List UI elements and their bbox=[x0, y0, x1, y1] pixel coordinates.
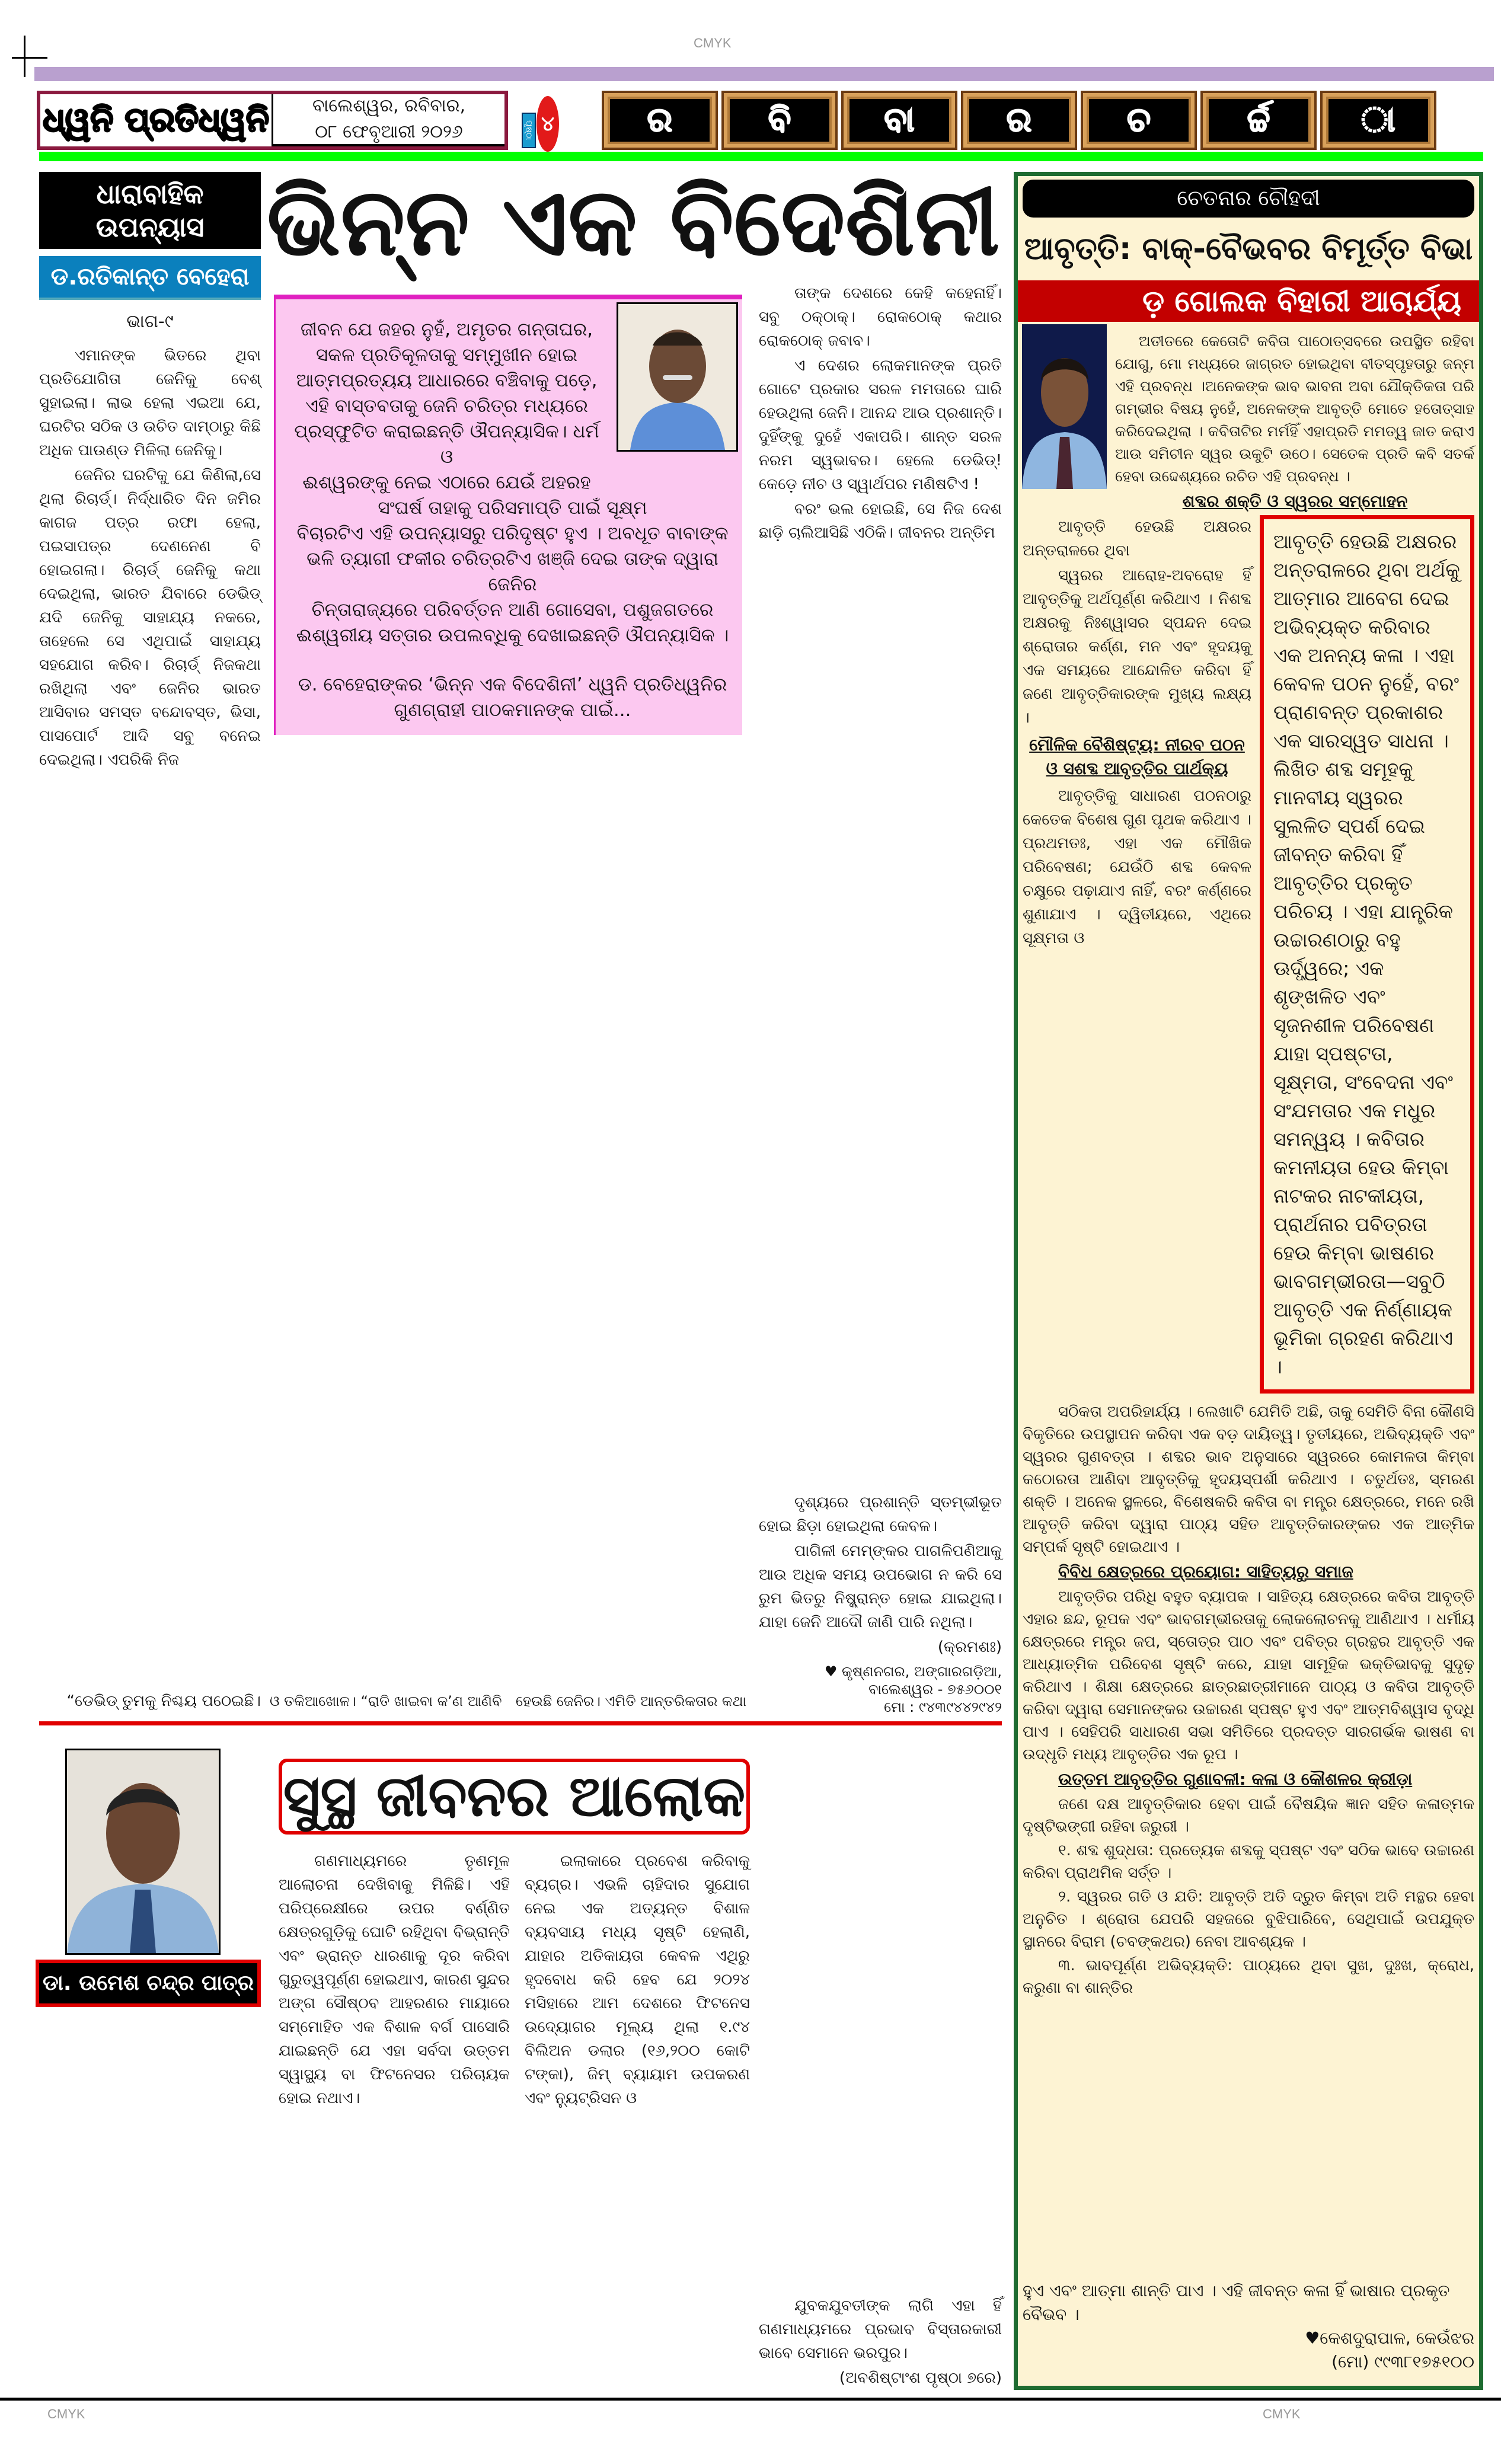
paragraph: ଆବୃତ୍ତିକୁ ସାଧାରଣ ପଠନଠାରୁ କେତେକ ବିଶେଷ ଗୁଣ ପୃଥକ କରିଥାଏ । ପ୍ରଥମତଃ, ଏହା ଏକ ମୌଖିକ ପରିବେଷଣ; ଯେଉଁଠି ଶବ୍ଦ କେବଳ ଚକ୍ଷୁରେ ପଢ଼ାଯାଏ ନାହିଁ, ବରଂ କର୍ଣ୍ଣରେ ଶୁଣାଯାଏ । ଦ୍ୱିତୀୟରେ, ଏଥିରେ ସୂକ୍ଷ୍ମତା ଓ bbox=[1023, 787, 1251, 947]
newspaper-logo: ଧ୍ୱନି ପ୍ରତିଧ୍ୱନି bbox=[43, 101, 269, 139]
novel-part: ଭାଗ-୯ bbox=[126, 311, 174, 332]
paragraph: ଇଲାକାରେ ପ୍ରବେଶ କରିବାକୁ ବ୍ୟଗ୍ର। ଏଭଳି ଚାହିଦାର ସୁଯୋଗ ନେଇ ଏକ ଅତ୍ୟନ୍ତ ବିଶାଳ ବ୍ୟବସାୟ ମଧ୍ୟ ସୃଷ୍ଟି ହେଲାଣି, ଯାହାର ଅତିକାୟତା କେବଳ ଏଥିରୁ ହୃଦବୋଧ କରି ହେବ ଯେ ୨୦୨୪ ମସିହାରେ ଆମ ଦେଶରେ ଫିଟନେସ ଉଦ୍ୟୋଗର ମୂଲ୍ୟ ଥିଲା ୧.୯୪ ବିଲିଅନ ଡଲାର (୧୬,୨୦୦ କୋଟି ଟଙ୍କା), ଜିମ୍ ବ୍ୟାୟାମ ଉପକରଣ ଏବଂ ନ୍ୟୁଟ୍ରିସନ ଓ bbox=[525, 1852, 750, 2107]
pull-quote: ଆବୃତ୍ତି ହେଉଛି ଅକ୍ଷରର ଅନ୍ତରାଳରେ ଥିବା ଅର୍ଥକୁ ଆତ୍ମାର ଆବେଗ ଦେଇ ଅଭିବ୍ୟକ୍ତ କରିବାର ଏକ ଅନନ୍ୟ କଳା । ଏହା କେବଳ ପଠନ ନୁହେଁ, ବରଂ ପ୍ରାଣବନ୍ତ ପ୍ରକାଶର ଏକ ସାରସ୍ୱତ ସାଧନା । ଲିଖିତ ଶବ୍ଦ ସମୂହକୁ ମାନବୀୟ ସ୍ୱରର ସୁଲଳିତ ସ୍ପର୍ଶ ଦେଇ ଜୀବନ୍ତ କରିବା ହିଁ ଆବୃତ୍ତିର ପ୍ରକୃତ ପରିଚୟ । ଏହା ଯାନ୍ତ୍ରିକ ଉଚ୍ଚାରଣଠାରୁ ବହୁ ଊର୍ଦ୍ଧ୍ୱରେ; ଏକ ଶୃଙ୍ଖଳିତ ଏବଂ ସୃଜନଶୀଳ ପରିବେଷଣ ଯାହା ସ୍ପଷ୍ଟତା, ସୂକ୍ଷ୍ମତା, ସଂବେଦନା ଏବଂ ସଂଯମତାର ଏକ ମଧୁର ସମନ୍ୱୟ । କବିତାର କମନୀୟତା ହେଉ କିମ୍ବା ନାଟକର ନାଟକୀୟତା, ପ୍ରାର୍ଥନାର ପବିତ୍ରତା ହେଉ କିମ୍ବା ଭାଷଣର ଭାବଗମ୍ଭୀରତା—ସବୁଠି ଆବୃତ୍ତି ଏକ ନିର୍ଣ୍ଣାୟକ ଭୂମିକା ଗ୍ରହଣ କରିଥାଏ । bbox=[1260, 515, 1474, 1394]
paragraph: ୩. ଭାବପୂର୍ଣ୍ଣ ଅଭିବ୍ୟକ୍ତି: ପାଠ୍ୟରେ ଥିବା ସୁଖ, ଦୁଃଖ, କ୍ରୋଧ, କରୁଣା ବା ଶାନ୍ତିର bbox=[1023, 1957, 1474, 1997]
novel-address bbox=[759, 1663, 1002, 1716]
novel-column-4-end bbox=[759, 1491, 1002, 1716]
paragraph: ଦୃଶ୍ୟରେ ପ୍ରଶାନ୍ତି ସ୍ତମ୍ଭୀଭୂତ ହୋଇ ଛିଡ଼ା ହୋଇଥିଲା କେବଳ। bbox=[759, 1494, 1002, 1535]
health-column-c-end bbox=[759, 2294, 1002, 2390]
recitation-article-frame bbox=[1014, 172, 1483, 2390]
tile-letter: ବି bbox=[730, 99, 829, 142]
recitation-quote-section bbox=[1023, 515, 1474, 1401]
novel-author: ଡ.ରତିକାନ୍ତ ବେହେରା bbox=[39, 256, 261, 300]
series-label-line: ଉପନ୍ୟାସ bbox=[95, 211, 205, 243]
subheading: ବିବିଧ କ୍ଷେତ୍ରରେ ପ୍ରୟୋଗ: ସାହିତ୍ୟରୁ ସମାଜ bbox=[1058, 1562, 1353, 1581]
recitation-title: ଆବୃତ୍ତି: ବାକ୍-ବୈଭବର ବିମୂର୍ତ୍ତ ବିଭା bbox=[1024, 231, 1473, 267]
paragraph: ୧. ଶବ୍ଦ ଶୁଦ୍ଧତା: ପ୍ରତ୍ୟେକ ଶବ୍ଦକୁ ସ୍ପଷ୍ଟ ଏବଂ ସଠିକ ଭାବେ ଉଚ୍ଚାରଣ କରିବା ପ୍ରାଥମିକ ସର୍ତ୍ତ । bbox=[1023, 1842, 1474, 1882]
section-tile bbox=[721, 91, 838, 150]
blurb-line: ଚିନ୍ତାରାଜ୍ୟରେ ପରିବର୍ତ୍ତନ ଆଣି ଗୋସେବା, ପଶୁଜଗତରେ bbox=[311, 599, 714, 621]
health-column-b bbox=[525, 1849, 750, 2111]
novel-column-3-tail: ହେଉଛି ଜେନିର। ଏମିତି ଆନ୍ତରିକତାର କଥା bbox=[516, 1693, 747, 1709]
text-block bbox=[288, 672, 737, 723]
paragraph: ତାଙ୍କ ଦେଶରେ କେହି କହେନାହିଁ। ସବୁ ଠକ୍‌ଠାକ୍। ରୋକଠୋକ୍ କଥାର ରୋକଠୋକ୍ ଜବାବ। bbox=[759, 285, 1002, 350]
address-line: କୃଷ୍ଣନଗର, ଅଙ୍ଗାରଗଡ଼ିଆ, bbox=[842, 1663, 1002, 1680]
text-block bbox=[759, 2294, 1002, 2365]
blurb-line: ବିଚାରଟିଏ ଏହି ଉପନ୍ୟାସରୁ ପରିଦୃଷ୍ଟ ହୁଏ । ଅବଧୂତ ବାବାଙ୍କ bbox=[296, 523, 729, 544]
continued-note: (କ୍ରମଶଃ) bbox=[937, 1638, 1002, 1656]
paragraph: ଯୁବକଯୁବତୀଙ୍କ ଲାଗି ଏହା ହିଁ ଗଣମାଧ୍ୟମରେ ପ୍ରଭାବ ବିସ୍ତାରକାରୀ ଭାବେ ସେମାନେ ଭରପୁର। bbox=[759, 2297, 1002, 2362]
print-mark-bottom-left: CMYK bbox=[47, 2407, 85, 2421]
crop-mark bbox=[24, 36, 25, 77]
section-tile bbox=[961, 91, 1077, 150]
section-title-tiles bbox=[602, 91, 1436, 150]
print-mark-top: CMYK bbox=[694, 36, 732, 50]
section-tile bbox=[841, 91, 957, 150]
paragraph: ଜେନିର ଘରଟିକୁ ଯେ କିଣିଲା,ସେ ଥିଲା ରିଚାର୍ଡ୍। ନିର୍ଦ୍ଧାରିତ ଦିନ ଜମିର କାଗଜ ପତ୍ର ରଫା ହେଲା, ପଇସାପତ୍ର ଦେଣନେଣ ବି ହୋଇଗଲା। ରିଚାର୍ଡ୍ ଜେନିକୁ କଥା ଦେଇଥିଲା, ଭାରତ ଯିବାରେ ଡେଭିଡ୍ ଯଦି ଜେନିକୁ ସାହାଯ୍ୟ ନକରେ, ତାହେଲେ ସେ ଏଥିପାଇଁ ସାହାଯ୍ୟ ସହଯୋଗ କରିବ। ରିଚାର୍ଡ୍ ନିଜକଥା ରଖିଥିଲା ଏବଂ ଜେନିର ଭାରତ ଆସିବାର ସମସ୍ତ ବନ୍ଦୋବସ୍ତ, ଭିସା, ପାସପୋର୍ଟ ଆଦି ସବୁ ବନେଇ ଦେଇଥିଲା। ଏପରିକି ନିଜ bbox=[39, 466, 261, 769]
paragraph: ପାଗିଳୀ ମେମ୍‌ଙ୍କର ପାଗଳିପଣିଆକୁ ଆଉ ଅଧିକ ସମୟ ଉପଭୋଗ ନ କରି ସେ ରୁମ ଭିତରୁ ନିଷ୍କ୍ରାନ୍ତ ହୋଇ ଯାଇଥିଲା। ଯାହା ଜେନି ଆଦୌ ଜାଣି ପାରି ନଥିଲା। bbox=[759, 1542, 1002, 1631]
subheading: ଉତ୍ତମ ଆବୃତ୍ତିର ଗୁଣାବଳୀ: କଳା ଓ କୌଶଳର କ୍ରୀଡ଼ା bbox=[1058, 1769, 1413, 1789]
address: କେଶଦୁରାପାଳ, କେଉଁଝର bbox=[1320, 2328, 1474, 2348]
blurb-line: ଈଶ୍ୱରଙ୍କୁ ନେଇ ଏଠାରେ ଯେଉଁ ଅହରହ bbox=[302, 472, 591, 493]
address-line: ବାଲେଶ୍ୱର - ୭୫୬୦୦୧ bbox=[868, 1681, 1002, 1698]
text-block bbox=[1023, 1586, 1474, 1766]
paragraph: ଆବୃତ୍ତି ହେଉଛି ଅକ୍ଷରର ଅନ୍ତରାଳରେ ଥିବା bbox=[1023, 518, 1251, 560]
paragraph: ଏମାନଙ୍କ ଭିତରେ ଥିବା ପ୍ରତିଯୋଗିତା ଜେନିକୁ ବେଶ୍ ସୁହାଇଲା। ଲାଭ ହେଲା ଏଇଆ ଯେ, ଘରଟିର ସଠିକ ଓ ଉଚିତ ଦାମ୍‌ଠାରୁ କିଛି ଅଧିକ ପାଉଣ୍ଡ ମିଳିଲା ଜେନିକୁ। bbox=[39, 347, 261, 459]
section-divider bbox=[39, 1721, 1002, 1725]
recitation-author: ଡ଼ ଗୋଲକ ବିହାରୀ ଆଚାର୍ଯ୍ୟ bbox=[1018, 280, 1479, 322]
person-photo-icon bbox=[67, 1750, 219, 1953]
author-photo bbox=[617, 302, 738, 452]
column-kicker: ଚେତନାର ଚୌହଦୀ bbox=[1023, 180, 1474, 218]
health-author-photo bbox=[65, 1749, 221, 1955]
tile-letter: ା bbox=[1328, 99, 1428, 142]
blurb-line: ଭଳି ତ୍ୟାଗୀ ଫକୀର ଚରିତ୍ରଟିଏ ଖଞ୍ଜି ଦେଇ ତାଙ୍କ ଦ୍ୱାରା ଜେନିର bbox=[306, 548, 718, 595]
page-bottom-rule bbox=[0, 2398, 1501, 2401]
tile-letter: ଚ bbox=[1089, 99, 1189, 142]
health-column-a bbox=[279, 1849, 510, 2111]
series-label bbox=[39, 172, 261, 249]
tile-letter: ର୍ଚ୍ଚ bbox=[1209, 99, 1308, 142]
heart-icon: ♥ bbox=[1305, 2328, 1320, 2348]
section-tile bbox=[1320, 91, 1436, 150]
blurb-line: ସକଳ ପ୍ରତିକୂଳତାକୁ ସମ୍ମୁଖୀନ ହୋଇ bbox=[315, 344, 578, 366]
paragraph: ଗଣମାଧ୍ୟମରେ ତୃଣମୂଳ ଆଲୋଚନା ଦେଖିବାକୁ ମିଳିଛି। ଏହି ପରିପ୍ରେକ୍ଷୀରେ ଉପର ବର୍ଣ୍ଣିତ କ୍ଷେତ୍ରଗୁଡ଼ିକୁ ଘୋଟି ରହିଥିବା ବିଭ୍ରାନ୍ତି ଏବଂ ଭ୍ରାନ୍ତ ଧାରଣାକୁ ଦୂର କରିବା ଗୁରୁତ୍ୱପୂର୍ଣ୍ଣ ହୋଇଥାଏ, କାରଣ ସୁନ୍ଦର ଅଙ୍ଗ ସୌଷ୍ଠବ ଆହରଣର ମାୟାରେ ସମ୍ମୋହିତ ଏକ ବିଶାଳ ବର୍ଗ ପାସୋରି ଯାଇଛନ୍ତି ଯେ ଏହା ସର୍ବଦା ଉତ୍ତମ ସ୍ୱାସ୍ଥ୍ୟ ବା ଫିଟନେସର ପରିଚାୟକ ହୋଇ ନଥାଏ। bbox=[279, 1852, 510, 2107]
place-day: ବାଲେଶ୍ୱର, ରବିବାର, bbox=[312, 95, 465, 116]
recitation-intro-block bbox=[1023, 324, 1474, 515]
text-block bbox=[1023, 1401, 1474, 1558]
tile-letter: ର bbox=[610, 99, 710, 142]
blurb-line: ପ୍ରସ୍ଫୁଟିତ କରାଇଛନ୍ତି ଔପନ୍ୟାସିକ। ଧର୍ମ ଓ bbox=[294, 421, 599, 468]
paragraph: ୨. ସ୍ୱରର ଗତି ଓ ଯତି: ଆବୃତ୍ତି ଅତି ଦ୍ରୁତ କିମ୍ବା ଅତି ମନ୍ଥର ହେବା ଅନୁଚିତ । ଶ୍ରୋତା ଯେପରି ସହଜରେ ବୁଝିପାରିବେ, ସେଥିପାଇଁ ଉପଯୁକ୍ତ ସ୍ଥାନରେ ବିରାମ (ଚବଙ୍କଥର) ନେବା ଆବଶ୍ୟକ । bbox=[1023, 1888, 1474, 1951]
section-tile bbox=[1081, 91, 1197, 150]
header-divider bbox=[39, 152, 1483, 161]
phone: (ମୋ) ୯୯୩୮୧୭୫୧୦୦ bbox=[1331, 2352, 1474, 2372]
person-photo-icon bbox=[618, 304, 736, 450]
blurb-line: ଜୀବନ ଯେ ଜହର ନୁହଁ, ଅମୃତର ଗନ୍ତାଘର, bbox=[300, 319, 593, 340]
novel-column-4 bbox=[759, 282, 1002, 546]
novel-column-1 bbox=[39, 344, 261, 773]
print-mark-bottom-right: CMYK bbox=[1263, 2407, 1301, 2421]
text-block bbox=[1023, 1793, 1474, 1999]
blurb-line: ଈଶ୍ୱରୀୟ ସତ୍ତାର ଉପଲବ୍ଧିକୁ ଦେଖାଇଛନ୍ତି ଔପନ୍ୟାସିକ । bbox=[296, 625, 729, 646]
heart-icon: ♥ bbox=[824, 1663, 838, 1680]
person-photo-icon bbox=[1022, 324, 1107, 489]
series-label-line: ଧାରାବାହିକ bbox=[96, 178, 204, 210]
paragraph: ସ୍ୱରର ଆରୋହ-ଅବରୋହ ହିଁ ଆବୃତ୍ତିକୁ ଅର୍ଥପୂର୍ଣ୍ଣ କରିଥାଏ । ନିଶବ୍ଦ ଅକ୍ଷରକୁ ନିଃଶ୍ୱାସର ସ୍ପନ୍ଦନ ଦେଇ ଶ୍ରୋତାର କର୍ଣ୍ଣ, ମନ ଏବଂ ହୃଦୟକୁ ଏକ ସମୟରେ ଆନ୍ଦୋଳିତ କରିବା ହିଁ ଜଣେ ଆବୃତ୍ତିକାରଙ୍କ ମୁଖ୍ୟ ଲକ୍ଷ୍ୟ । bbox=[1023, 567, 1251, 727]
paragraph: ବରଂ ଭଲ ହୋଇଛି, ସେ ନିଜ ଦେଶ ଛାଡ଼ି ଚାଲିଆସିଛି ଏଠିକି। ଜୀବନର ଅନ୍ତିମ bbox=[759, 500, 1002, 542]
paragraph: ଆବୃତ୍ତିର ପରିଧି ବହୁତ ବ୍ୟାପକ । ସାହିତ୍ୟ କ୍ଷେତ୍ରରେ କବିତା ଆବୃତ୍ତି ଏହାର ଛନ୍ଦ, ରୂପକ ଏବଂ ଭାବଗମ୍ଭୀରତାକୁ ଲୋକଲୋଚନକୁ ଆଣିଥାଏ । ଧର୍ମୀୟ କ୍ଷେତ୍ରରେ ମନ୍ତ୍ର ଜପ, ସ୍ତୋତ୍ର ପାଠ ଏବଂ ପବିତ୍ର ଗ୍ରନ୍ଥର ଆବୃତ୍ତି ଏକ ଆଧ୍ୟାତ୍ମିକ ପରିବେଶ ସୃଷ୍ଟି କରେ, ଯାହା ସାମୂହିକ ଭକ୍ତିଭାବକୁ ସୁଦୃଢ଼ କରିଥାଏ । ଶିକ୍ଷା କ୍ଷେତ୍ରରେ ଛାତ୍ରଛାତ୍ରୀମାନେ ପାଠ୍ୟ ଓ କବିତା ଆବୃତ୍ତି କରିବା ଦ୍ୱାରା ସେମାନଙ୍କର ଉଚ୍ଚାରଣ ସ୍ପଷ୍ଟ ହୁଏ ଏବଂ ଆତ୍ମବିଶ୍ୱାସ ବୃଦ୍ଧି ପାଏ । ସେହିପରି ସାଧାରଣ ସଭା ସମିତିରେ ପ୍ରଦତ୍ତ ସାରଗର୍ଭକ ଭାଷଣ ବା ଉଦ୍ଧୃତି ମଧ୍ୟ ଆବୃତ୍ତିର ଏକ ରୂପ । bbox=[1023, 1588, 1475, 1763]
crop-mark bbox=[12, 57, 47, 59]
closing-line: ହୁଏ ଏବଂ ଆତ୍ମା ଶାନ୍ତି ପାଏ । ଏହି ଜୀବନ୍ତ କଳା ହିଁ ଭାଷାର ପ୍ରକୃତ ବୈଭବ । bbox=[1023, 2281, 1450, 2324]
text-block bbox=[759, 1491, 1002, 1634]
blurb-line: ଆତ୍ମପ୍ରତ୍ୟୟ ଆଧାରରେ ବଞ୍ଚିବାକୁ ପଡ଼େ, bbox=[296, 370, 598, 391]
health-author: ଡା. ଉମେଶ ଚନ୍ଦ୍ର ପାତ୍ର bbox=[36, 1960, 261, 2007]
page-number: ୪ bbox=[536, 96, 559, 152]
paragraph: ଜଣେ ଦକ୍ଷ ଆବୃତ୍ତିକାର ହେବା ପାଇଁ ବୈଷୟିକ ଜ୍ଞାନ ସହିତ କଳାତ୍ମକ ଦୃଷ୍ଟିଭଙ୍ଗୀ ରହିବା ଜରୁରୀ । bbox=[1023, 1795, 1474, 1836]
novel-title: ଭିନ୍ନ ଏକ ବିଦେଶିନୀ bbox=[267, 168, 1000, 277]
recitation-author-photo bbox=[1022, 324, 1107, 489]
recitation-signoff bbox=[1023, 2279, 1474, 2374]
paragraph: ଏ ଦେଶର ଲୋକମାନଙ୍କ ପ୍ରତି ଗୋଟେ ପ୍ରକାର ସରଳ ମମତାରେ ଘାରି ହେଉଥିଲା ଜେନି। ଆନନ୍ଦ ଆଉ ପ୍ରଶାନ୍ତି। ଦୁହିଁଙ୍କୁ ଦୁହେଁ ଏକାପରି। ଶାନ୍ତ ସରଳ ନରମ ସ୍ୱଭାବର। ହେଲେ ଡେଭିଡ୍! କେଡ଼େ ନୀଚ ଓ ସ୍ୱାର୍ଥପର ମଣିଷଟିଏ ! bbox=[759, 357, 1002, 493]
continued-note: (ଅବଶିଷ୍ଟାଂଶ ପୃଷ୍ଠା ୭ରେ) bbox=[839, 2369, 1002, 2387]
masthead bbox=[37, 91, 508, 150]
tile-letter: ବା bbox=[849, 99, 949, 142]
top-color-bar bbox=[34, 67, 1494, 81]
health-title: ସୁସ୍ଥ ଜୀବନର ଆଲୋକ bbox=[279, 1759, 750, 1835]
dateline bbox=[272, 94, 504, 146]
blurb-line: ସଂଘର୍ଷ ତାହାକୁ ପରିସମାପ୍ତି ପାଇଁ ସୂକ୍ଷ୍ମ bbox=[378, 497, 647, 519]
paragraph: ସଠିକତା ଅପରିହାର୍ଯ୍ୟ । ଲେଖାଟି ଯେମିତି ଅଛି, ତାକୁ ସେମିତି ବିନା କୌଣସି ବିକୃତିରେ ଉପସ୍ଥାପନ କରିବା ଏକ ବଡ଼ ଦାୟିତ୍ୱ। ତୃତୀୟରେ, ଅଭିବ୍ୟକ୍ତି ଏବଂ ସ୍ୱରର ଗୁଣବତ୍ତା । ଶବ୍ଦର ଭାବ ଅନୁସାରେ ସ୍ୱରରେ କୋମଳତା କିମ୍ବା କଠୋରତା ଆଣିବା ଆବୃତ୍ତିକୁ ହୃଦୟସ୍ପର୍ଶୀ କରିଥାଏ । ଚତୁର୍ଥତଃ, ସ୍ମରଣ ଶକ୍ତି । ଅନେକ ସ୍ଥଳରେ, ବିଶେଷକରି କବିତା ବା ମନ୍ତ୍ର କ୍ଷେତ୍ରରେ, ମନେ ରଖି ଆବୃତ୍ତି କରିବା ଦ୍ୱାରା ପାଠ୍ୟ ସହିତ ଆବୃତ୍ତିକାରଙ୍କର ଏକ ଆତ୍ମିକ ସମ୍ପର୍କ ସୃଷ୍ଟି ହୋଇଥାଏ । bbox=[1023, 1403, 1474, 1556]
blurb-footer-line: ଡ. ବେହେରାଙ୍କର ‘ଭିନ୍ନ ଏକ ବିଦେଶିନୀ’ ଧ୍ୱନି ପ୍ରତିଧ୍ୱନିର bbox=[298, 674, 727, 695]
section-tile bbox=[602, 91, 718, 150]
issue-date: ୦୮ ଫେବୃଆରୀ ୨୦୨୬ bbox=[315, 122, 463, 142]
tile-letter: ର bbox=[969, 99, 1069, 142]
novel-column-1-tail: “ଡେଭିଡ୍ ତୁମକୁ ନିଶ୍ଚୟ ପଠେଇଛି। bbox=[66, 1692, 261, 1710]
subheading: ମୌଳିକ ବୈଶିଷ୍ଟ୍ୟ: ନୀରବ ପଠନ ଓ ସଶବ୍ଦ ଆବୃତ୍ତିର ପାର୍ଥକ୍ୟ bbox=[1029, 735, 1245, 778]
subheading: ଶବ୍ଦର ଶକ୍ତି ଓ ସ୍ୱରର ସମ୍ମୋହନ bbox=[1182, 491, 1408, 511]
novel-column-2-tail: ଓ ତକିଆଖୋଳ। “ରାତି ଖାଇବା କ’ଣ ଆଣିବି bbox=[270, 1693, 502, 1709]
blurb-footer-line: ଗୁଣଗ୍ରାହୀ ପାଠକମାନଙ୍କ ପାଇଁ... bbox=[394, 699, 631, 721]
recitation-column-full bbox=[1023, 1401, 1474, 2000]
section-tile bbox=[1200, 91, 1317, 150]
page-label: ପୃଷ୍ଠା bbox=[522, 113, 536, 148]
blurb-line: ଏହି ବାସ୍ତବତାକୁ ଜେନି ଚରିତ୍ର ମଧ୍ୟରେ bbox=[305, 395, 588, 417]
recitation-intro: ଅତୀତରେ କେତୋଟି କବିତା ପାଠୋତ୍ସବରେ ଉପସ୍ଥିତ ରହିବା ଯୋଗୁ, ମୋ ମଧ୍ୟରେ ଜାଗ୍ରତ ହୋଇଥିବା ବୀତସ୍ପୃହତାରୁ ଜନ୍ମ ଏହି ପ୍ରବନ୍ଧ ।ଅନେକଙ୍କ ଭାବ ଭାବନା ଅବା ଯୌକ୍ତିକତା ପରି ଗମ୍ଭୀର ବିଷୟ ନୁହେଁ, ଅନେକଙ୍କ ଆବୃତ୍ତି ମୋତେ ହତୋତ୍ସାହ କରିଦେଇଥିଲା । କବିତାଟିର ମର୍ମହିଁ ଏହାପ୍ରତି ମମତ୍ୱ ଜାତ କରାଏ ଆଉ ସମିଚୀନ ସ୍ୱର ଉକୁଟି ଉଠେ। ସେତେକ ପ୍ରତି କବି ସତର୍କ ହେବା ଉଦ୍ଦେଶ୍ୟରେ ରଚିତ ଏହି ପ୍ରବନ୍ଧ । bbox=[1115, 333, 1474, 485]
phone: ମୋ : ୯୪୩୯୪୪୨୯୪୨ bbox=[884, 1699, 1002, 1715]
